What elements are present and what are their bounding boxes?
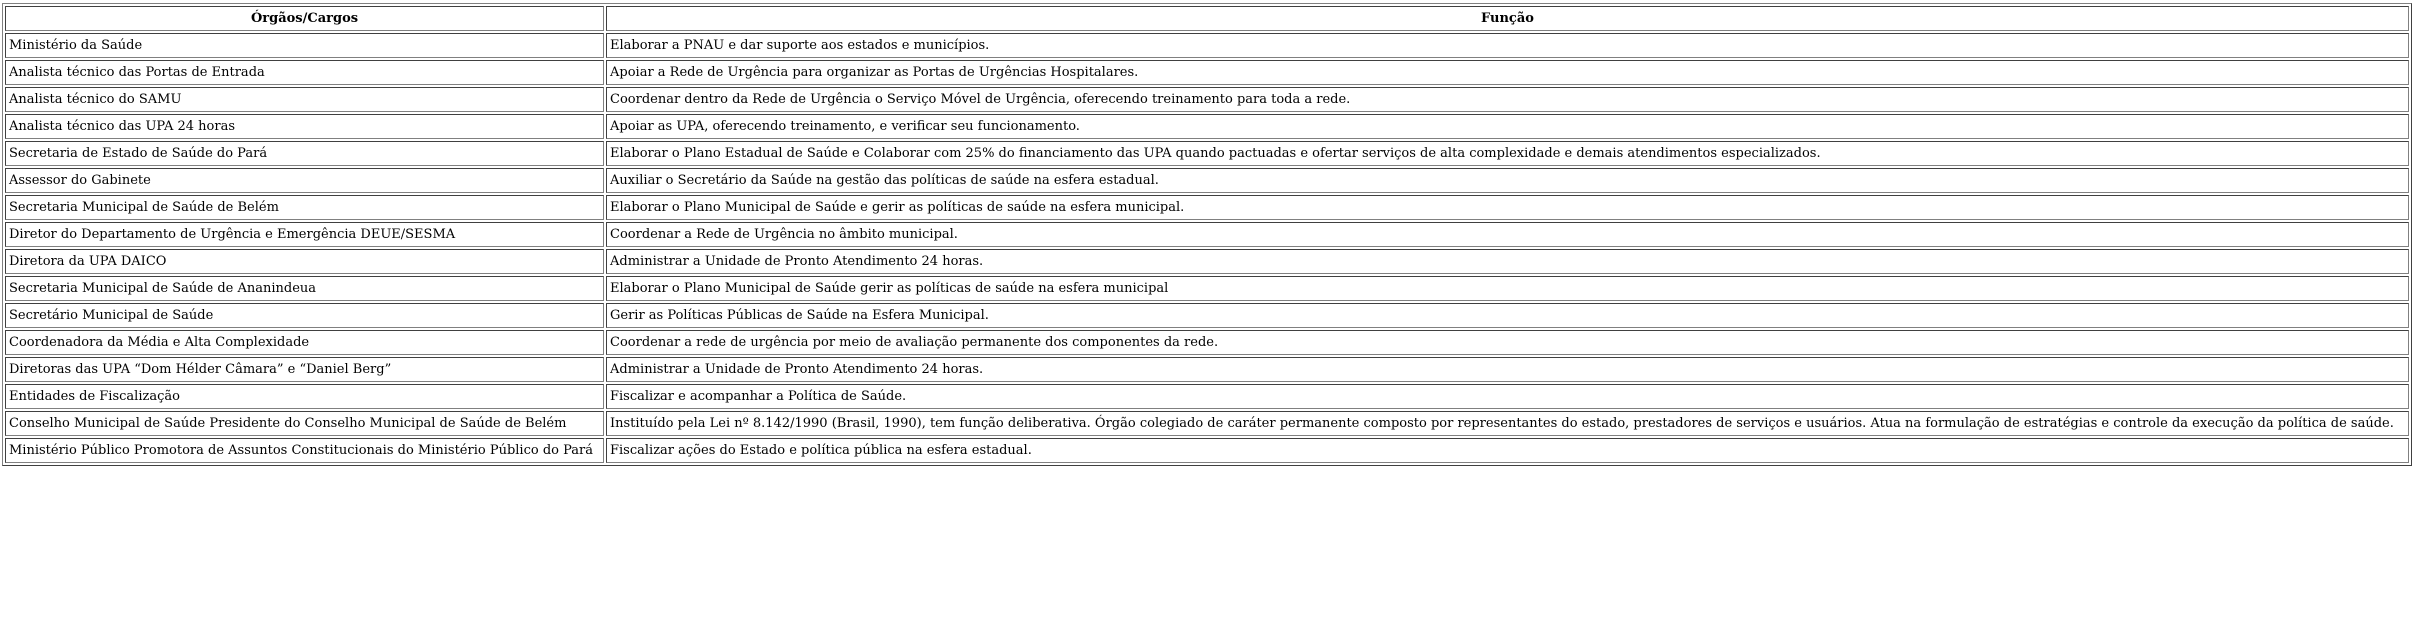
cell-funcao: Gerir as Políticas Públicas de Saúde na Esfera Municipal. xyxy=(606,303,2409,328)
cell-funcao: Apoiar as UPA, oferecendo treinamento, e verificar seu funcionamento. xyxy=(606,114,2409,139)
table-header-row xyxy=(5,6,2409,31)
table-row xyxy=(5,411,2409,436)
table-row xyxy=(5,33,2409,58)
cell-funcao: Auxiliar o Secretário da Saúde na gestão das políticas de saúde na esfera estadual. xyxy=(606,168,2409,193)
cell-orgao: Diretoras das UPA “Dom Hélder Câmara” e “Daniel Berg” xyxy=(5,357,604,382)
cell-funcao: Coordenar a Rede de Urgência no âmbito municipal. xyxy=(606,222,2409,247)
cell-funcao: Instituído pela Lei nº 8.142/1990 (Brasil, 1990), tem função deliberativa. Órgão colegiado de caráter permanente composto por representantes do estado, prestadores de serviços e usuários. Atua na formulação de estratégias e controle da execução da política de saúde. xyxy=(606,411,2409,436)
cell-orgao: Analista técnico das UPA 24 horas xyxy=(5,114,604,139)
cell-orgao: Entidades de Fiscalização xyxy=(5,384,604,409)
header-orgaos-cargos: Órgãos/Cargos xyxy=(5,6,604,31)
cell-funcao: Elaborar o Plano Municipal de Saúde gerir as políticas de saúde na esfera municipal xyxy=(606,276,2409,301)
cell-funcao: Coordenar dentro da Rede de Urgência o Serviço Móvel de Urgência, oferecendo treinamento para toda a rede. xyxy=(606,87,2409,112)
table-row xyxy=(5,276,2409,301)
table-row xyxy=(5,141,2409,166)
cell-funcao: Apoiar a Rede de Urgência para organizar as Portas de Urgências Hospitalares. xyxy=(606,60,2409,85)
cell-funcao: Administrar a Unidade de Pronto Atendimento 24 horas. xyxy=(606,249,2409,274)
cell-orgao: Conselho Municipal de Saúde Presidente do Conselho Municipal de Saúde de Belém xyxy=(5,411,604,436)
cell-funcao: Coordenar a rede de urgência por meio de avaliação permanente dos componentes da rede. xyxy=(606,330,2409,355)
roles-table-container xyxy=(2,3,2412,466)
cell-orgao: Ministério Público Promotora de Assuntos Constitucionais do Ministério Público do Pará xyxy=(5,438,604,463)
table-row xyxy=(5,87,2409,112)
table-row xyxy=(5,303,2409,328)
cell-orgao: Assessor do Gabinete xyxy=(5,168,604,193)
cell-orgao: Analista técnico das Portas de Entrada xyxy=(5,60,604,85)
table-row xyxy=(5,114,2409,139)
table-row xyxy=(5,222,2409,247)
table-row xyxy=(5,330,2409,355)
cell-funcao: Elaborar o Plano Estadual de Saúde e Colaborar com 25% do financiamento das UPA quando pactuadas e ofertar serviços de alta complexidade e demais atendimentos especializados. xyxy=(606,141,2409,166)
cell-orgao: Ministério da Saúde xyxy=(5,33,604,58)
cell-funcao: Administrar a Unidade de Pronto Atendimento 24 horas. xyxy=(606,357,2409,382)
cell-orgao: Secretaria de Estado de Saúde do Pará xyxy=(5,141,604,166)
cell-orgao: Diretor do Departamento de Urgência e Emergência DEUE/SESMA xyxy=(5,222,604,247)
cell-orgao: Secretaria Municipal de Saúde de Ananindeua xyxy=(5,276,604,301)
table-row xyxy=(5,168,2409,193)
cell-funcao: Fiscalizar e acompanhar a Política de Saúde. xyxy=(606,384,2409,409)
cell-orgao: Diretora da UPA DAICO xyxy=(5,249,604,274)
header-funcao: Função xyxy=(606,6,2409,31)
roles-table xyxy=(2,3,2412,466)
cell-orgao: Secretário Municipal de Saúde xyxy=(5,303,604,328)
cell-funcao: Fiscalizar ações do Estado e política pública na esfera estadual. xyxy=(606,438,2409,463)
cell-orgao: Secretaria Municipal de Saúde de Belém xyxy=(5,195,604,220)
cell-orgao: Coordenadora da Média e Alta Complexidade xyxy=(5,330,604,355)
table-row xyxy=(5,357,2409,382)
table-row xyxy=(5,60,2409,85)
table-row xyxy=(5,438,2409,463)
cell-funcao: Elaborar o Plano Municipal de Saúde e gerir as políticas de saúde na esfera municipal. xyxy=(606,195,2409,220)
table-row xyxy=(5,195,2409,220)
cell-orgao: Analista técnico do SAMU xyxy=(5,87,604,112)
table-row xyxy=(5,249,2409,274)
cell-funcao: Elaborar a PNAU e dar suporte aos estados e municípios. xyxy=(606,33,2409,58)
table-row xyxy=(5,384,2409,409)
